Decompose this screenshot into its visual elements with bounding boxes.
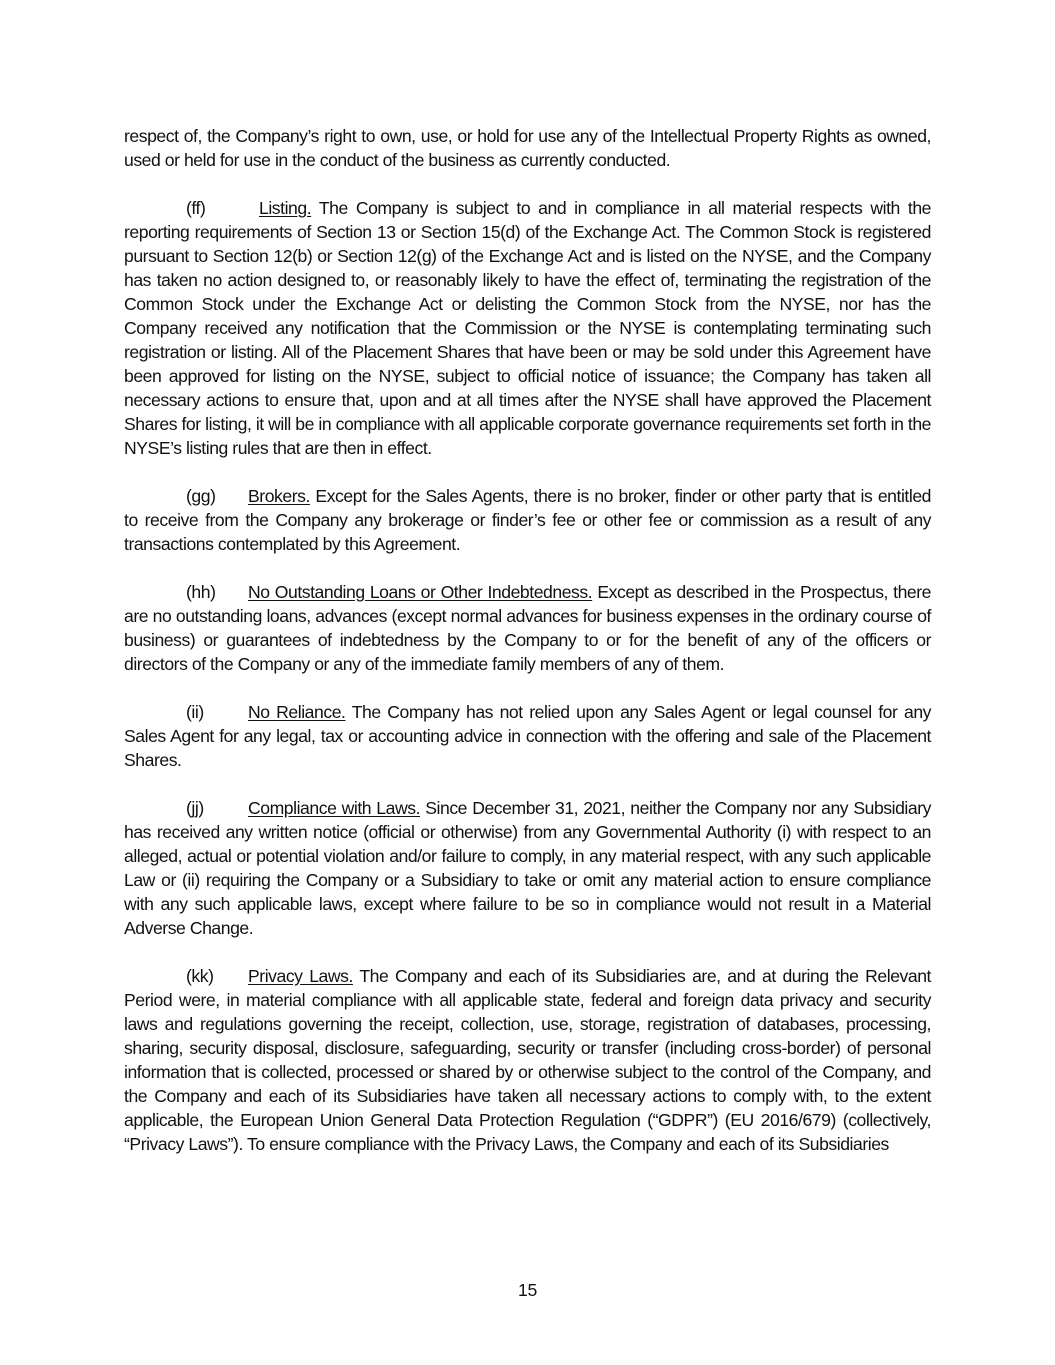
section-number: (kk) — [186, 966, 214, 986]
section-number: (gg) — [186, 486, 216, 506]
section-body: The Company and each of its Subsidiaries are, and at during the Relevant Period were, in material compliance with all applicable state, federal and foreign data privacy and security laws and regulations governing the receipt, collection, use, storage, registration of databases, processing, sharing, security disposal, disclosure, safeguarding, security or transfer (including cross-border) of personal information that is collected, processed or shared by or otherwise subject to the control of the Company, and the Company and each of its Subsidiaries have taken all necessary actions to comply with, to the extent applicable, the European Union General Data Protection Regulation (“GDPR”) (EU 2016/679) (collectively, “Privacy Laws”). To ensure compliance with the Privacy Laws, the Company and each of its Subsidiaries — [124, 966, 931, 1154]
section-number: (jj) — [186, 798, 204, 818]
section-hh — [124, 580, 931, 676]
section-gg — [124, 484, 931, 556]
section-body: Except for the Sales Agents, there is no broker, finder or other party that is entitled to receive from the Company any brokerage or finder’s fee or other fee or commission as a result of any transactions contemplated by this Agreement. — [124, 486, 931, 554]
section-heading: Privacy Laws. — [248, 966, 353, 986]
section-heading: No Outstanding Loans or Other Indebtedness. — [248, 582, 593, 602]
section-ff — [124, 196, 931, 460]
section-body: The Company is subject to and in compliance in all material respects with the reporting requirements of Section 13 or Section 15(d) of the Exchange Act. The Common Stock is registered pursuant to Section 12(b) or Section 12(g) of the Exchange Act and is listed on the NYSE, and the Company has taken no action designed to, or reasonably likely to have the effect of, terminating the registration of the Common Stock under the Exchange Act or delisting the Common Stock from the NYSE, nor has the Company received any notification that the Commission or the NYSE is contemplating terminating such registration or listing. All of the Placement Shares that have been or may be sold under this Agreement have been approved for listing on the NYSE, subject to official notice of issuance; the Company has taken all necessary actions to ensure that, upon and at all times after the NYSE shall have approved the Placement Shares for listing, it will be in compliance with all applicable corporate governance requirements set forth in the NYSE’s listing rules that are then in effect. — [124, 198, 931, 458]
section-body: Except as described in the Prospectus, there are no outstanding loans, advances (except normal advances for business expenses in the ordinary course of business) or guarantees of indebtedness by the Company to or for the benefit of any of the officers or directors of the Company or any of the immediate family members of any of them. — [124, 582, 931, 674]
section-heading: Listing. — [259, 198, 312, 218]
section-body: The Company has not relied upon any Sales Agent or legal counsel for any Sales Agent for any legal, tax or accounting advice in connection with the offering and sale of the Placement Shares. — [124, 702, 932, 770]
section-number: (ff) — [186, 198, 206, 218]
section-heading: No Reliance. — [248, 702, 346, 722]
document-page — [124, 124, 931, 1180]
page-number: 15 — [518, 1280, 537, 1300]
section-jj — [124, 796, 931, 940]
section-body: Since December 31, 2021, neither the Company nor any Subsidiary has received any written notice (official or otherwise) from any Governmental Authority (i) with respect to an alleged, actual or potential violation and/or failure to comply, in any material respect, with any such applicable Law or (ii) requiring the Company or a Subsidiary to take or omit any material action to ensure compliance with any such applicable laws, except where failure to be so in compliance would not result in a Material Adverse Change. — [124, 798, 931, 938]
section-number: (ii) — [186, 702, 204, 722]
section-heading: Compliance with Laws. — [248, 798, 421, 818]
section-heading: Brokers. — [248, 486, 310, 506]
section-kk — [124, 964, 931, 1156]
section-ii — [124, 700, 931, 772]
intro-paragraph: respect of, the Company’s right to own, use, or hold for use any of the Intellectual Property Rights as owned, used or held for use in the conduct of the business as currently conducted. — [124, 126, 931, 170]
section-number: (hh) — [186, 582, 216, 602]
